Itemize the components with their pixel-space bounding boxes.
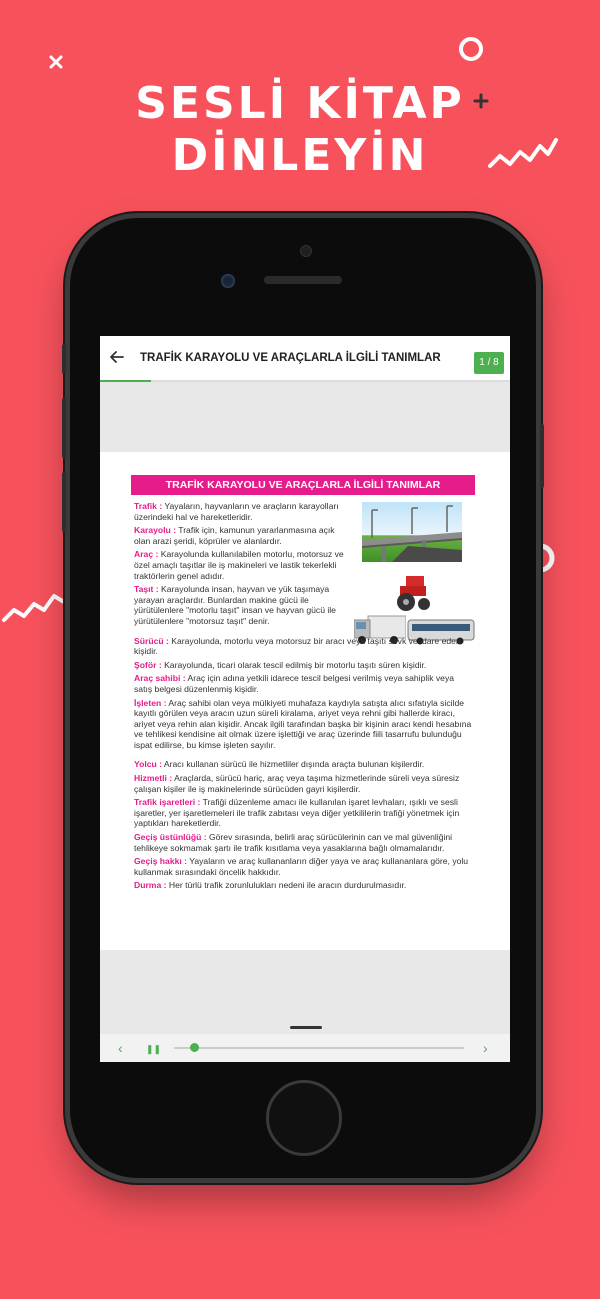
power-button [540,424,544,488]
zigzag-decoration-icon [0,572,70,626]
definition-item [134,584,352,626]
definition-item [134,773,474,794]
definition-term: Taşıt : [134,584,159,595]
circle-decoration-icon [456,34,486,64]
definition-term: Araç sahibi : [134,673,186,684]
definition-text: Trafik için, kamunun yararlanmasına açık olan arazi şeridi, köprüler ve alanlardır. [134,525,335,546]
definition-item [134,525,352,546]
playback-knob[interactable] [190,1043,199,1052]
definition-item [134,501,352,522]
audio-player [100,1034,510,1062]
definitions-list [134,498,474,891]
definition-text: Yayaların, hayvanların ve araçların karayolları üzerindeki hal ve hareketleridir. [134,501,339,522]
zigzag-decoration-icon [486,116,560,172]
chevron-right-icon[interactable]: › [483,1040,488,1056]
definition-term: Geçiş hakkı : [134,856,188,867]
front-camera-icon [221,274,235,288]
pause-icon[interactable]: ❚❚ [146,1044,162,1054]
plus-decoration-icon [472,92,490,110]
book-page [100,452,510,950]
definition-item [134,797,474,829]
definition-term: Araç : [134,549,159,560]
top-bar [100,336,510,382]
definition-item [134,880,474,891]
definition-text: Karayolunda, motorlu veya motorsuz bir aracı veya taşıtı sevk ve idare eden kişidir. [134,635,461,657]
definition-item [134,832,474,853]
home-indicator [290,1026,322,1029]
definition-item [134,673,474,694]
volume-down-button [62,472,66,532]
page-indicator-badge[interactable]: 1 / 8 [474,352,504,374]
definition-text: Trafiği düzenleme amacı ile kullanılan işaret levhaları, ışıklı ve sesli işaretler, yer işaretlemeleri ile trafik zabıtası veya diğer yetkililerin trafiği yönetmek için yaptıkları hareketlerdir. [134,797,460,829]
chevron-left-icon[interactable]: ‹ [118,1040,123,1056]
definition-item [134,636,474,657]
definition-text: Yayaların ve araç kullananların diğer yaya ve araç kullananlara göre, yolu kullanmak sırasındaki öncelik hakkıdır. [134,856,469,877]
home-button[interactable] [266,1080,342,1156]
definition-term: Trafik : [134,501,163,511]
headline-line-1: SESLİ KİTAP [135,78,465,129]
camera-icon [300,245,312,257]
definition-term: Sürücü : [134,635,169,646]
definition-term: Karayolu : [134,525,177,536]
playback-track[interactable] [174,1047,464,1049]
definition-text: Karayolunda, ticari olarak tescil edilmiş bir motorlu taşıtı süren kişidir. [161,659,427,670]
definition-text: Aracı kullanan sürücü ile hizmetliler dışında araçta bulunan kişilerdir. [162,759,425,770]
definition-item [134,856,474,877]
x-decoration-icon [48,54,64,70]
definition-term: İşleten : [134,697,167,708]
mute-switch [62,344,66,374]
definition-item [134,660,474,671]
app-screen [100,336,510,1062]
definition-term: Trafik işaretleri : [134,797,201,808]
page-title: TRAFİK KARAYOLU VE ARAÇLARLA İLGİLİ TANIMLAR [140,352,441,364]
arrow-left-icon[interactable] [108,348,128,368]
definition-term: Geçiş üstünlüğü : [134,832,207,843]
definition-term: Şoför : [134,659,162,670]
definition-text: Araç sahibi olan veya mülkiyeti muhafaza kaydıyla satışta alıcı sıfatıyla sicilde kayıtlı görülen veya aracın uzun süreli kiralama, ariyet veya rehni gibi hallerde kiracı, ariyet veya rehin alan kişidir. Ancak ilgili tarafından başka bir kişinin aracı kendi hesabına ve tehlikesi kendisine ait olmak üzere işlettiği ve araç üzerinde fiili tasarrufu bulunduğu ispat edilirse, bu kimse işleten sayılır. [134,697,472,750]
page-banner: TRAFİK KARAYOLU VE ARAÇLARLA İLGİLİ TANIMLAR [131,475,475,495]
definition-text: Görev sırasında, belirli araç sürücülerinin can ve mal güvenliğini tehlikeye sokmamak şartı ile trafik kısıtlama veya yasaklarına bağlı olmamalarıdır. [134,832,453,853]
earpiece-speaker [264,276,342,284]
definition-text: Karayolunda kullanılabilen motorlu, motorsuz ve özel amaçlı taşıtlar ile iş makineleri ve lastik tekerlekli traktörlerin genel adıdır. [134,549,344,581]
definition-item [134,759,474,770]
definition-text: Karayolunda insan, hayvan ve yük taşımaya yarayan araçlardır. Bunlardan makine gücü ile yürütülenlere "motorlu taşıt" insan ve hayvan gücü ile yürütülenlere "motorsuz taşıt" denir. [134,584,336,626]
definition-item [134,549,352,581]
definition-text: Her türlü trafik zorunlulukları nedeni ile aracın durdurulmasıdır. [166,880,407,891]
reading-progress-fill [100,380,151,382]
definition-term: Durma : [134,880,167,891]
reading-progress-track [100,380,510,382]
volume-up-button [62,398,66,458]
definition-item [134,698,474,751]
definition-term: Hizmetli : [134,773,173,784]
definition-text: Araçlarda, sürücü hariç, araç veya taşıma hizmetlerinde süreli veya süresiz çalışan kişiler ile iş makinelerinde sürücüden gayri kişilerdir. [134,773,460,794]
definition-term: Yolcu : [134,759,163,770]
headline-line-2: DİNLEYİN [171,130,429,181]
definition-text: Araç için adına yetkili idarece tescil belgesi verilmiş veya sahiplik veya satış belgesi düzenlenmiş kişidir. [134,673,455,694]
